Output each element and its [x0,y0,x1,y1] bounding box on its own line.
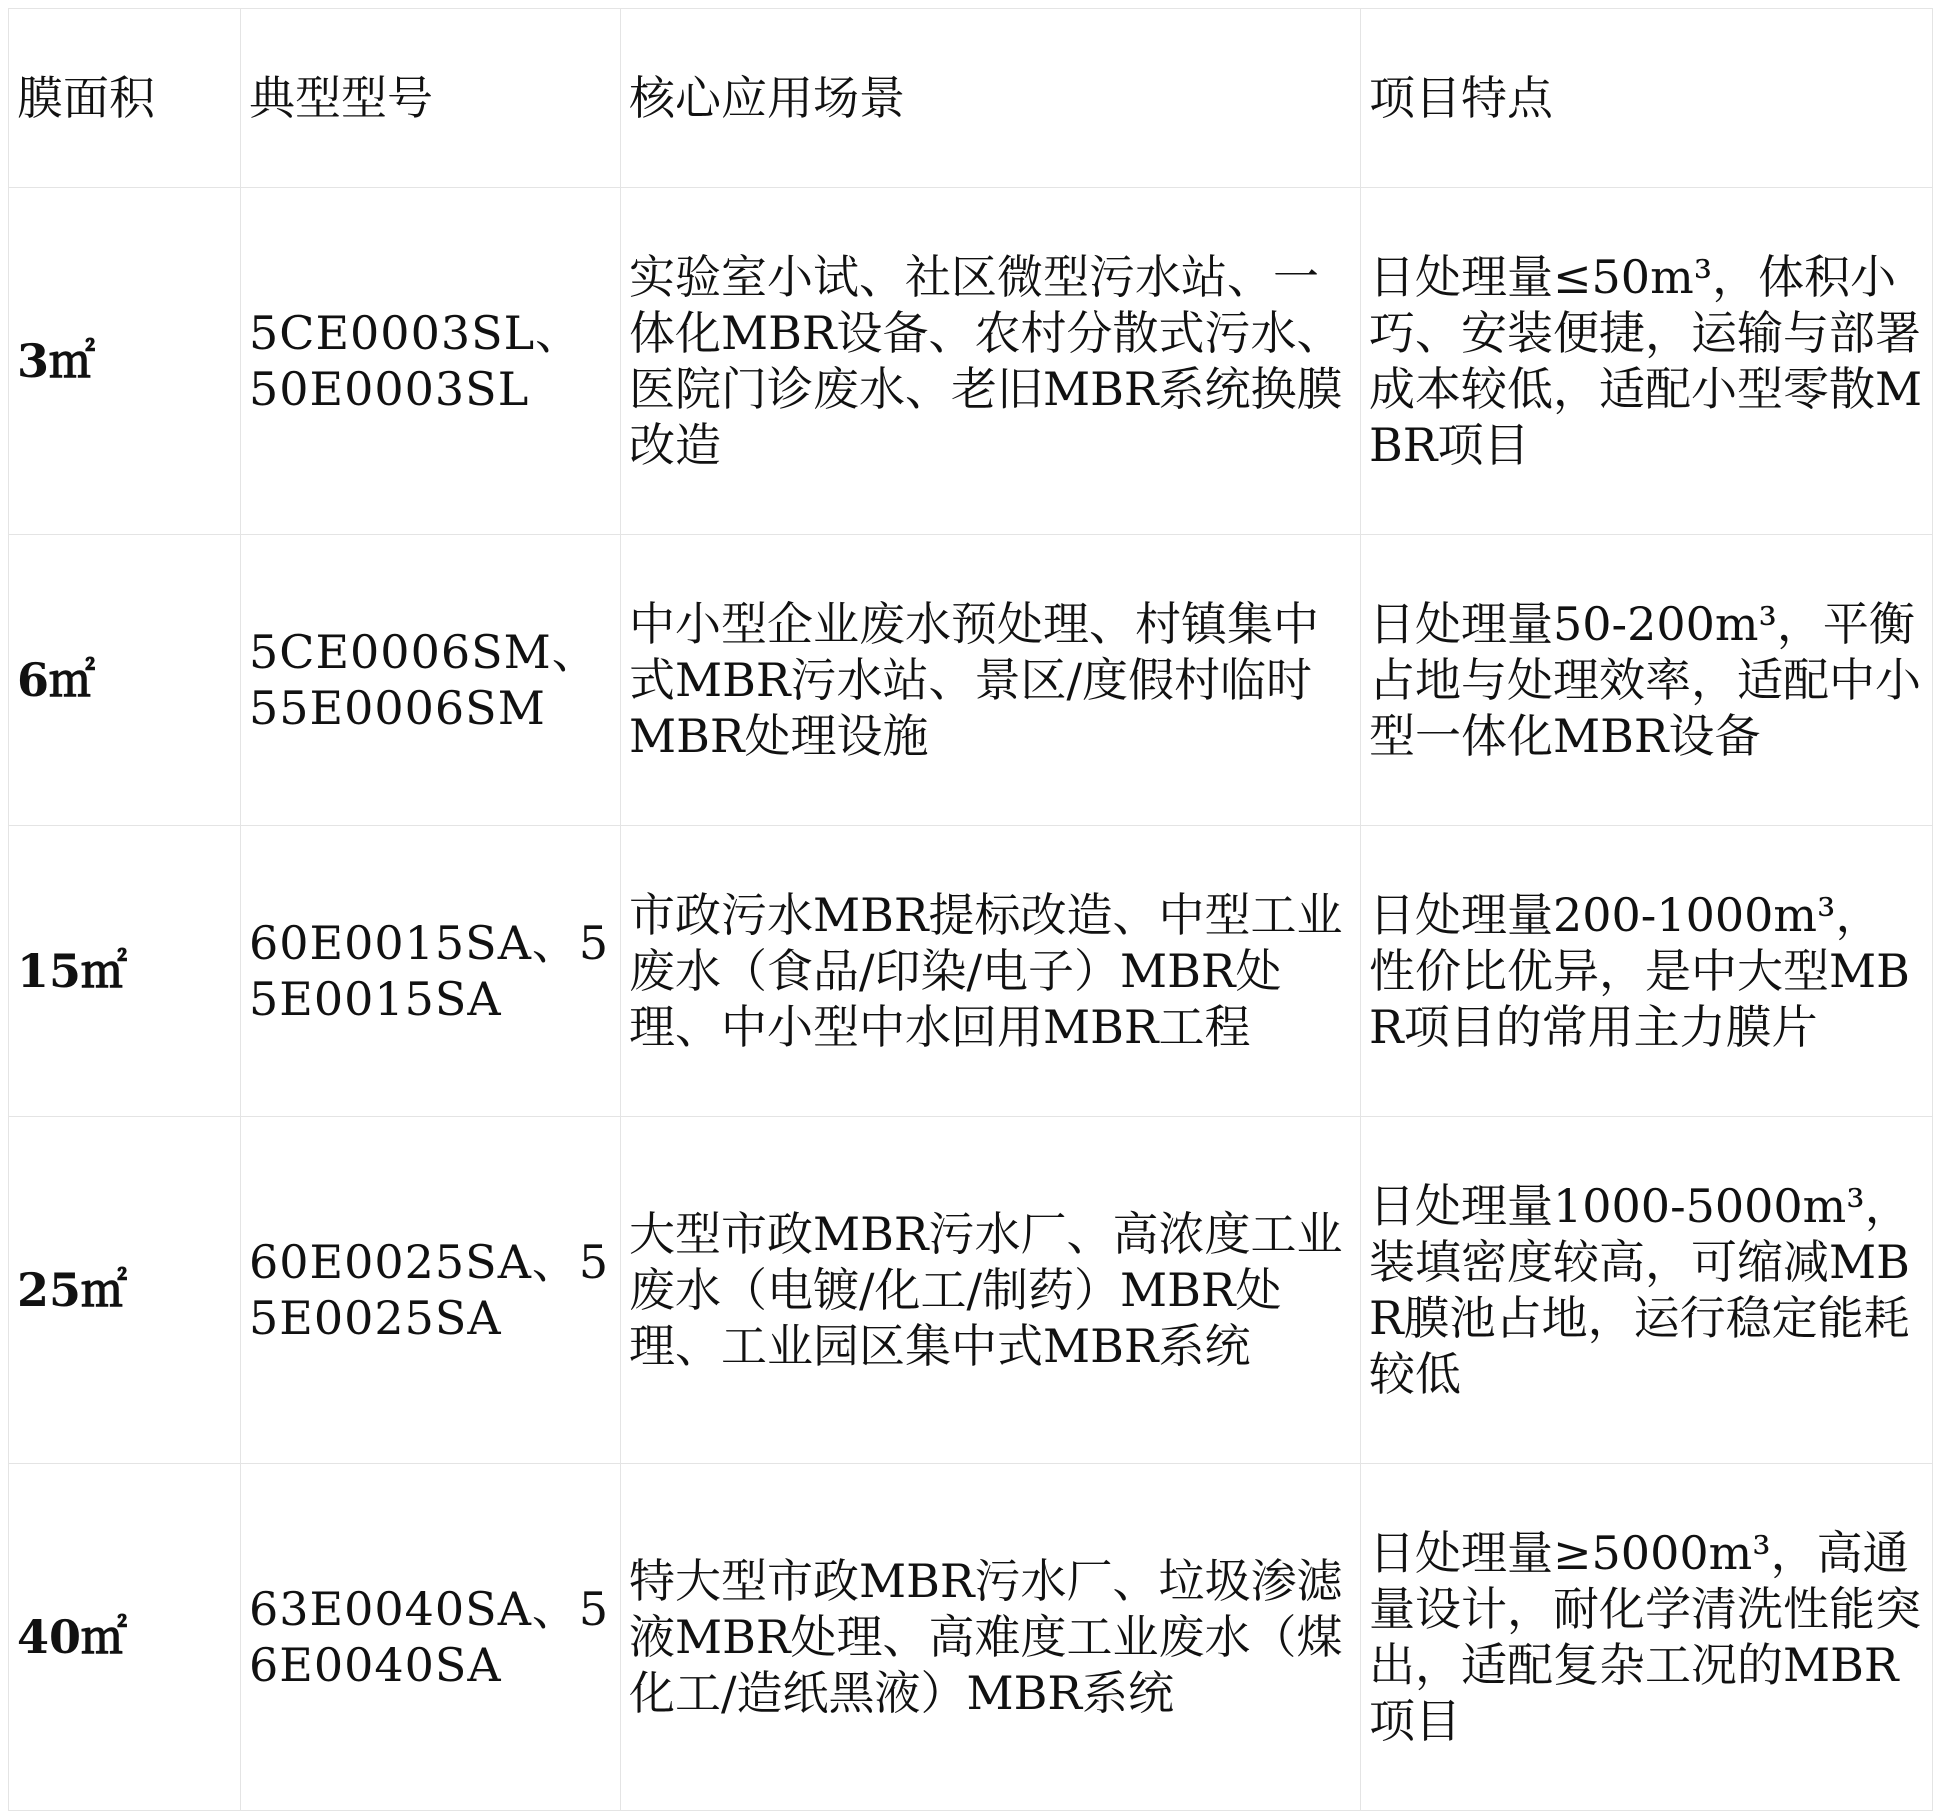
cell-models: 60E0015SA、55E0015SA [241,826,621,1117]
cell-area: 25㎡ [9,1117,241,1464]
cell-area: 3㎡ [9,188,241,535]
table-row [9,1117,1933,1464]
cell-feature: 日处理量50-200m³，平衡占地与处理效率，适配中小型一体化MBR设备 [1361,535,1933,826]
table-row [9,535,1933,826]
cell-models: 60E0025SA、55E0025SA [241,1117,621,1464]
table-header-row [9,9,1933,188]
cell-scene: 中小型企业废水预处理、村镇集中式MBR污水站、景区/度假村临时MBR处理设施 [621,535,1361,826]
cell-area: 40㎡ [9,1464,241,1811]
cell-feature: 日处理量1000-5000m³，装填密度较高，可缩减MBR膜池占地，运行稳定能耗较低 [1361,1117,1933,1464]
cell-feature: 日处理量≤50m³，体积小巧、安装便捷，运输与部署成本较低，适配小型零散MBR项目 [1361,188,1933,535]
cell-models: 5CE0003SL、50E0003SL [241,188,621,535]
cell-scene: 大型市政MBR污水厂、高浓度工业废水（电镀/化工/制药）MBR处理、工业园区集中式MBR系统 [621,1117,1361,1464]
membrane-spec-table [8,8,1933,1811]
cell-feature: 日处理量≥5000m³，高通量设计，耐化学清洗性能突出，适配复杂工况的MBR项目 [1361,1464,1933,1811]
header-area: 膜面积 [9,9,241,188]
header-scene: 核心应用场景 [621,9,1361,188]
table-row [9,188,1933,535]
cell-feature: 日处理量200-1000m³，性价比优异，是中大型MBR项目的常用主力膜片 [1361,826,1933,1117]
header-feature: 项目特点 [1361,9,1933,188]
cell-scene: 特大型市政MBR污水厂、垃圾渗滤液MBR处理、高难度工业废水（煤化工/造纸黑液）MBR系统 [621,1464,1361,1811]
cell-models: 5CE0006SM、55E0006SM [241,535,621,826]
cell-area: 6㎡ [9,535,241,826]
cell-scene: 市政污水MBR提标改造、中型工业废水（食品/印染/电子）MBR处理、中小型中水回用MBR工程 [621,826,1361,1117]
cell-models: 63E0040SA、56E0040SA [241,1464,621,1811]
header-models: 典型型号 [241,9,621,188]
cell-scene: 实验室小试、社区微型污水站、一体化MBR设备、农村分散式污水、医院门诊废水、老旧MBR系统换膜改造 [621,188,1361,535]
cell-area: 15㎡ [9,826,241,1117]
spec-table-container [8,8,1932,1811]
table-row [9,1464,1933,1811]
table-row [9,826,1933,1117]
